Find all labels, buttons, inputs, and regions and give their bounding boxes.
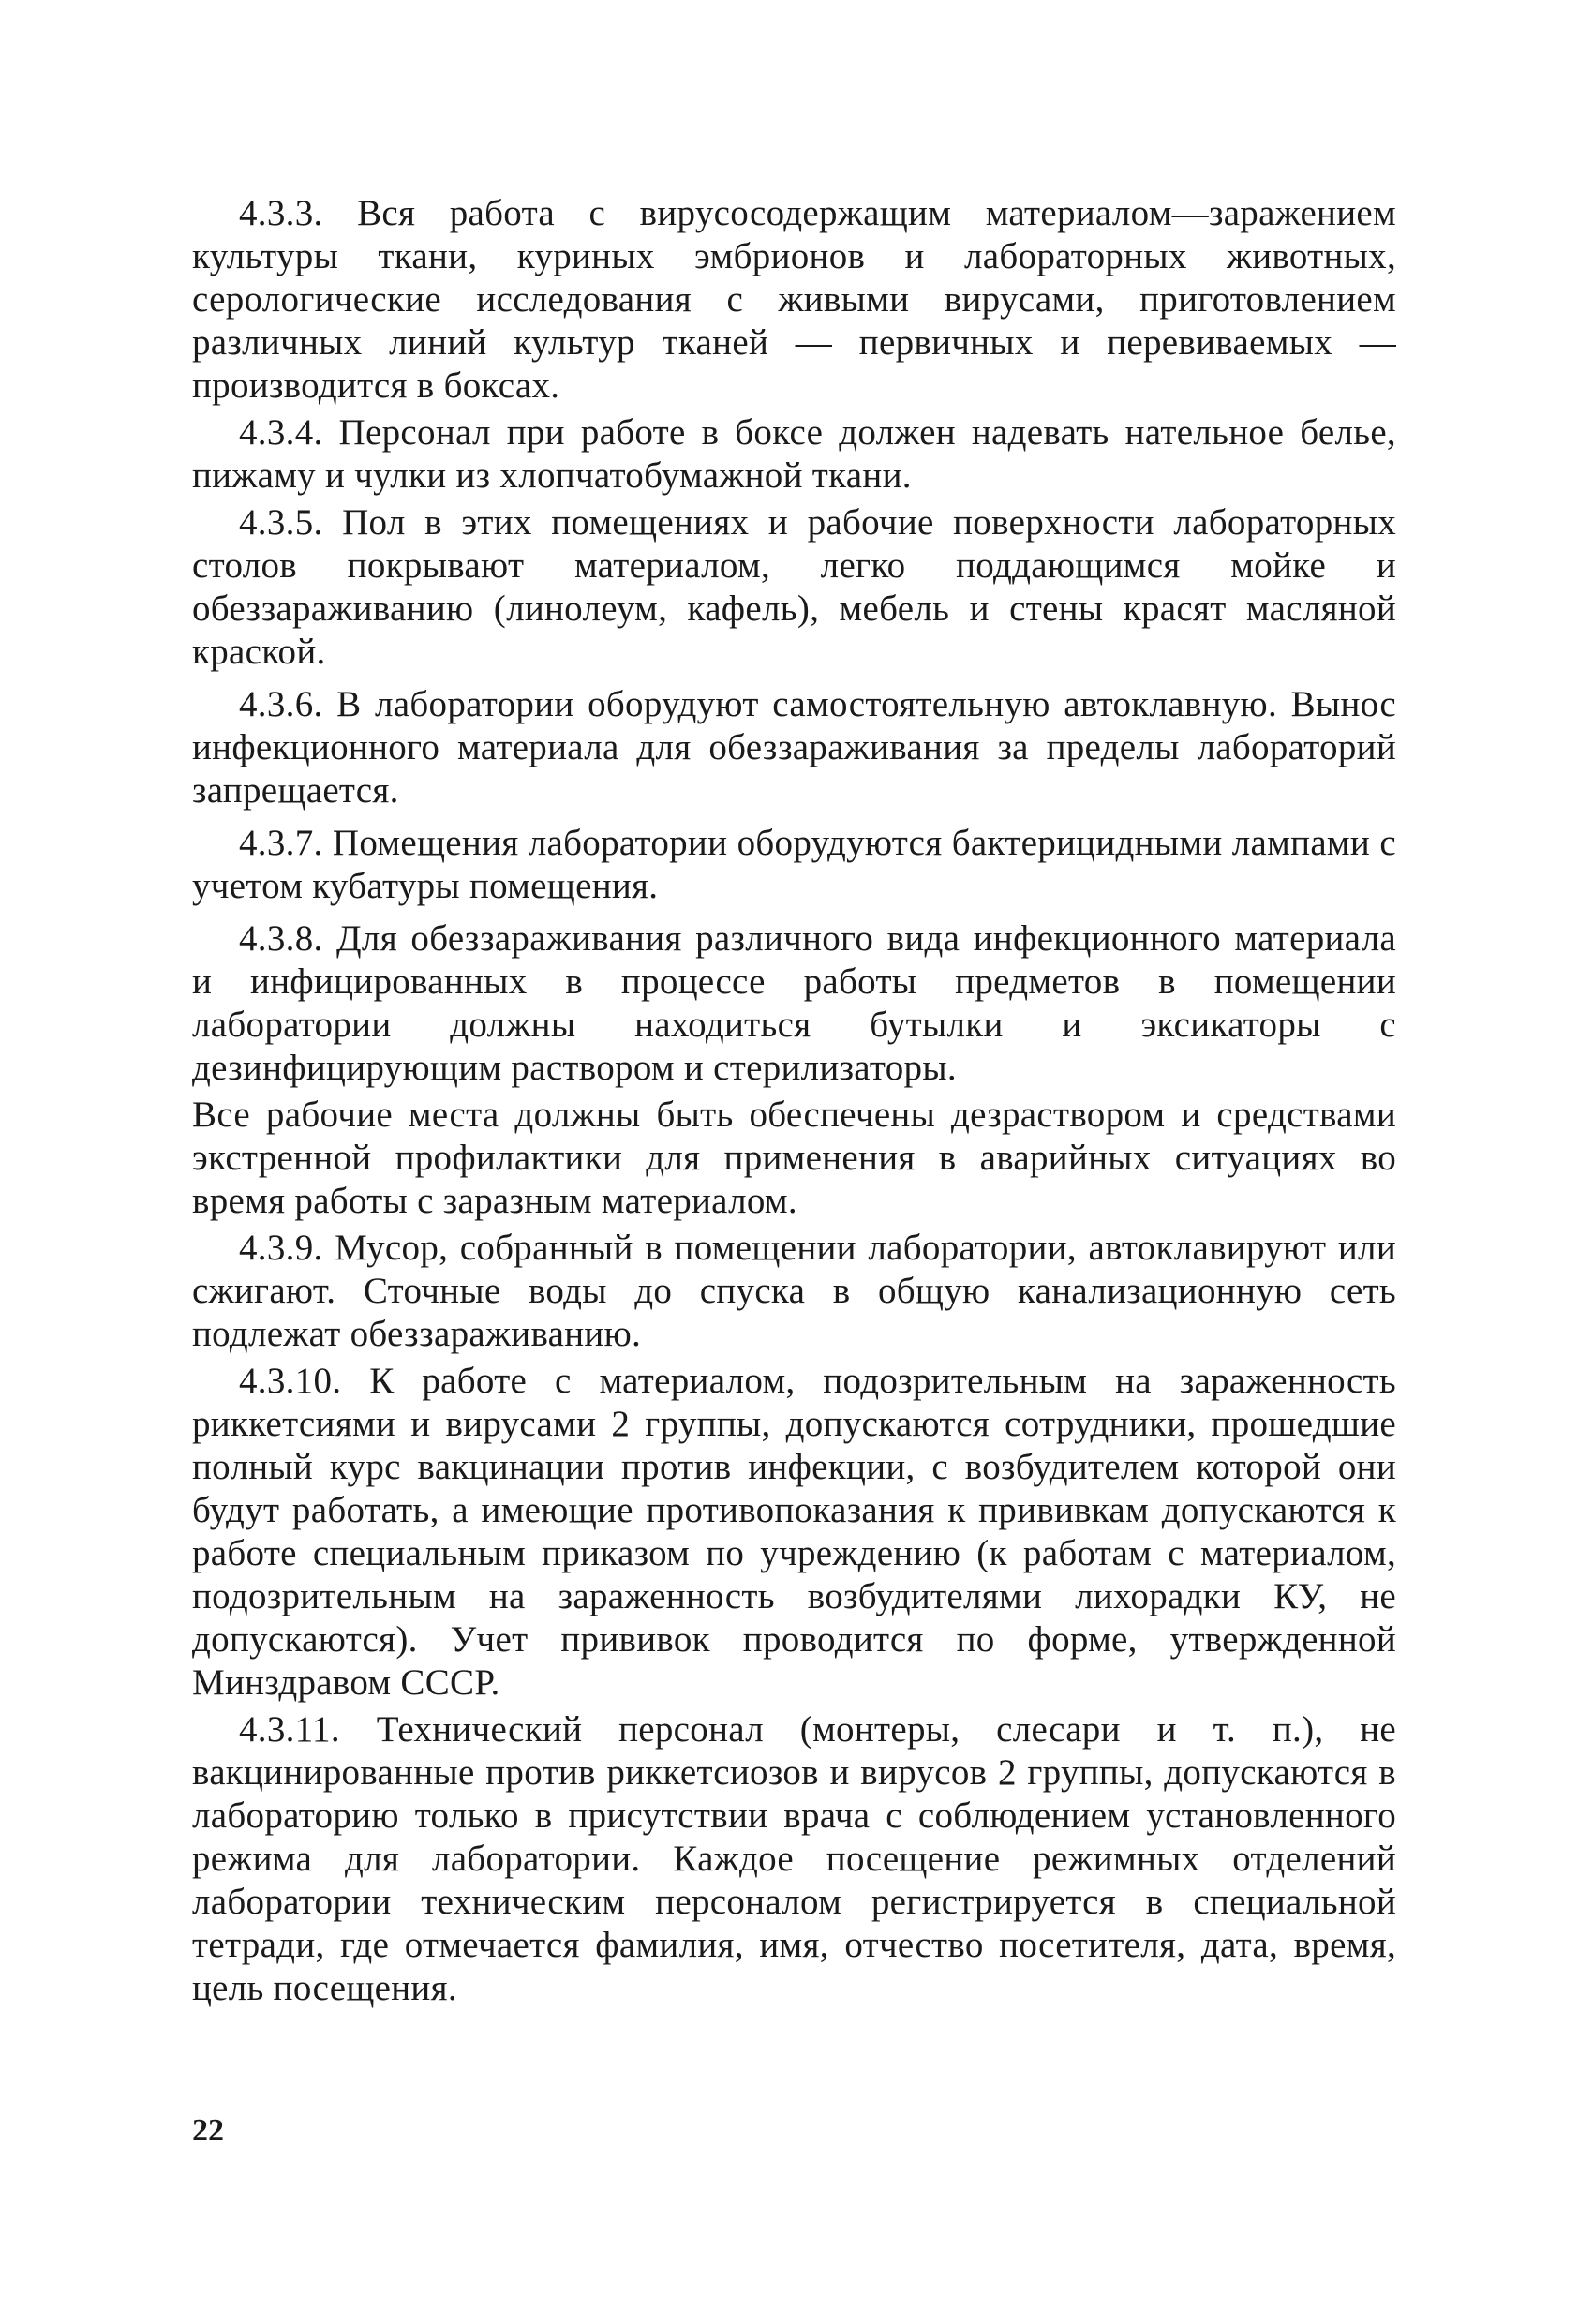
paragraph-4-3-8: 4.3.8. Для обеззараживания различного вида инфекционного материала и инфицированных в процессе работы предметов в помещении лаборатории должны находиться бутылки и эксикаторы с дезинфицирующим раствором и стерилизаторы. xyxy=(192,918,1396,1088)
paragraph-4-3-11: 4.3.11. Технический персонал (монтеры, слесари и т. п.), не вакцинированные против риккетсиозов и вирусов 2 группы, допускаются в лабораторию только в присутствии врача с соблюдением установленного режима для лаборатории. Каждое посещение режимных отделений лаборатории техническим персоналом регистрируется в специальной тетради, где отмечается фамилия, имя, отчество посетителя, дата, время, цель посещения. xyxy=(192,1709,1396,2008)
paragraph-4-3-6: 4.3.6. В лаборатории оборудуют самостоятельную автоклавную. Вынос инфекционного материала для обеззараживания за пределы лабораторий запрещается. xyxy=(192,684,1396,811)
paragraph-4-3-5: 4.3.5. Пол в этих помещениях и рабочие поверхности лабораторных столов покрывают материалом, легко поддающимся мойке и обеззараживанию (линолеум, кафель), мебель и стены красят масляной краской. xyxy=(192,502,1396,672)
paragraph-4-3-9: 4.3.9. Мусор, собранный в помещении лаборатории, автоклавируют или сжигают. Сточные воды до спуска в общую канализационную сеть подлежат обеззараживанию. xyxy=(192,1228,1396,1354)
paragraph-4-3-3: 4.3.3. Вся работа с вирусосодержащим материалом—заражением культуры ткани, куриных эмбрионов и лабораторных животных, серологические исследования с живыми вирусами, приготовлением различных линий культур тканей — первичных и перевиваемых — производится в боксах. xyxy=(192,193,1396,406)
paragraph-4-3-7: 4.3.7. Помещения лаборатории оборудуются бактерицидными лампами с учетом кубатуры помещения. xyxy=(192,823,1396,906)
body-text xyxy=(192,192,1396,2014)
paragraph-4-3-4: 4.3.4. Персонал при работе в боксе должен надевать нательное белье, пижаму и чулки из хлопчатобумажной ткани. xyxy=(192,412,1396,496)
paragraph-all-workplaces: Все рабочие места должны быть обеспечены дезраствором и средствами экстренной профилактики для применения в аварийных ситуациях во время работы с заразным материалом. xyxy=(192,1095,1396,1221)
page-number: 22 xyxy=(192,2113,224,2148)
paragraph-4-3-10: 4.3.10. К работе с материалом, подозрительным на зараженность риккетсиями и вирусами 2 группы, допускаются сотрудники, прошедшие полный курс вакцинации против инфекции, с возбудителем которой они будут работать, а имеющие противопоказания к прививкам допускаются к работе специальным приказом по учреждению (к работам с материалом, подозрительным на зараженность возбудителями лихорадки КУ, не допускаются). Учет прививок проводится по форме, утвержденной Минздравом СССР. xyxy=(192,1361,1396,1703)
